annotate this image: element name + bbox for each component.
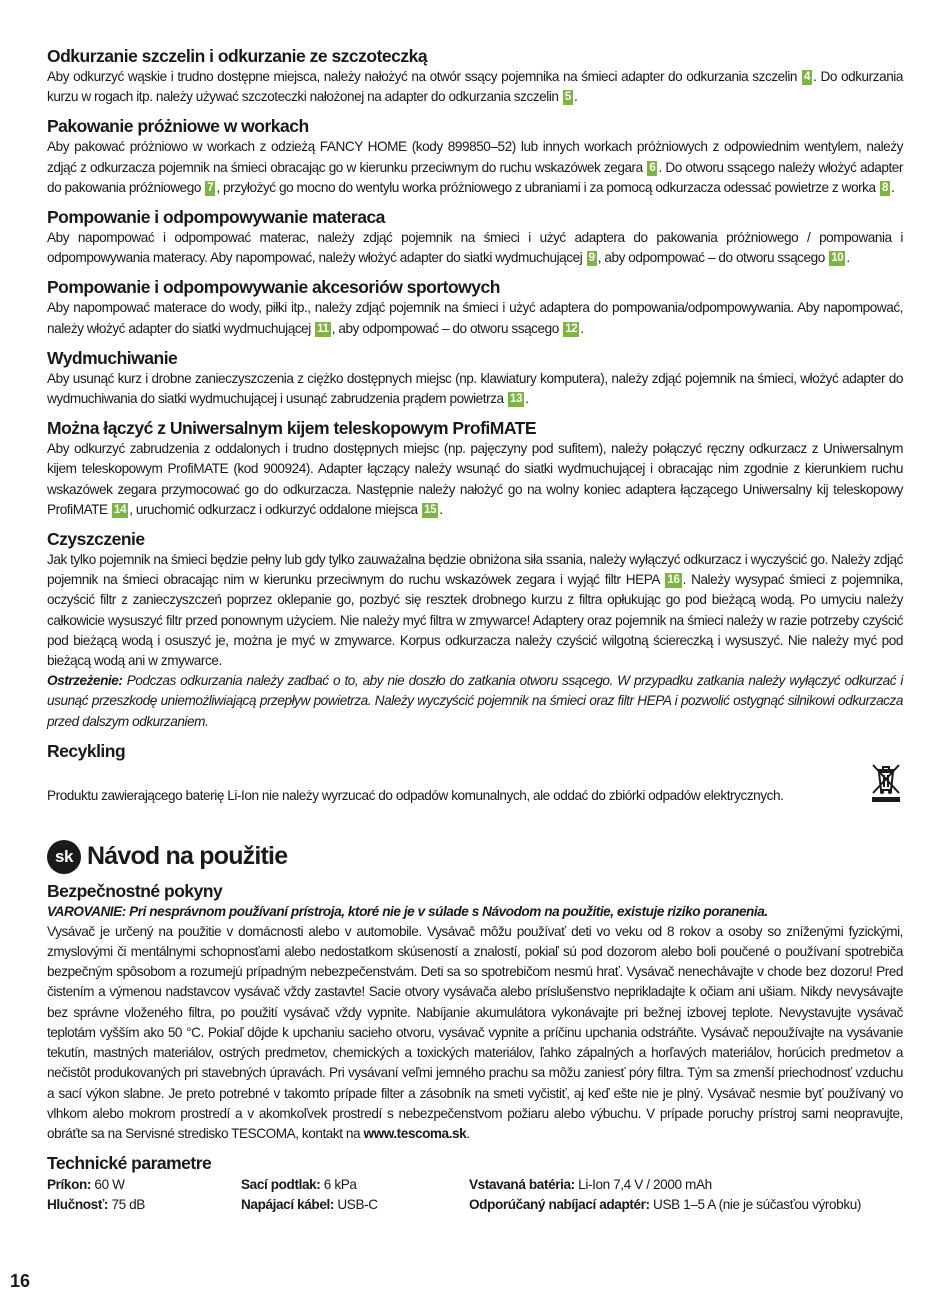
figure-ref-badge: 7: [207, 181, 214, 194]
section-text: Aby pakować próżniowo w workach z odzieżą FANCY HOME (kody 899850–52) lub innych workach próżniowych z odpowiednim wentylem, należy zdjąć z odkurzacza pojemnik na śmieci obracając go w kierunku przeciwnym do ruchu wskazówek zegara 6 . Do otworu ssącego należy włożyć adapter do pakowania próżniowego 7 , przyłożyć go mocno do wentylu worka próżniowego z ubraniami i za pomocą odkurzacza odessać powietrze z worka 8 .: [47, 139, 903, 195]
section-title: Pompowanie i odpompowywanie materaca: [47, 207, 385, 228]
section-vacuum-packing: [47, 115, 903, 198]
section-title: Technické parametre: [47, 1153, 212, 1174]
warning-statement: VAROVANIE: Pri nesprávnom používaní prístroja, ktoré nie je v súlade s Návodom na použitie, existuje riziko poranenia.: [47, 903, 768, 919]
figure-ref-badge: 5: [564, 91, 571, 104]
section-title: Wydmuchiwanie: [47, 347, 178, 368]
param-cable: Napájací kábel: USB-C: [241, 1197, 378, 1213]
language-title: Návod na použitie: [87, 842, 288, 871]
section-blowing: [47, 347, 903, 409]
figure-ref-badge: 10: [831, 252, 844, 265]
section-crevice-cleaning: [47, 45, 903, 107]
section-profimate: [47, 417, 903, 520]
section-text: Jak tylko pojemnik na śmieci będzie pełny lub gdy tylko zauważalna będzie obniżona siła ssania, należy wyłączyć odkurzacz i wyczyścić go. Należy zdjąć pojemnik na śmieci obracając nim w kierunku przeciwnym do ruchu wskazówek zegara i wyjąć filtr HEPA 16 . Należy wysypać śmieci z pojemnika, oczyścić filtr z zanieczyszczeń poprzez oklepanie go, pozbyć się resztek drobnego kurzu z filtra opłukując go pod bieżącą wodą. Po umyciu należy całkowicie wysuszyć filtr przed ponownym użyciem. Nie należy myć filtra w zmywarce! Adaptery oraz pojemnik na śmieci należy w razie potrzeby czyścić pod bieżącą wodą i osuszyć je, można je myć w zmywarce. Korpus odkurzacza należy czyścić wilgotną ściereczką i wysuszyć. Nie należy myć pod bieżącą wodą ani w zmywarce. Ostrzeżenie: Podczas odkurzania należy zadbać o to, aby nie doszło do zatkania otworu ssącego. W przypadku zatkania należy wyłączyć odkurzać i usunąć przeszkodę uniemożliwiającą przepływ powietrza. Należy wyczyścić pojemnik na śmieci oraz filtr HEPA i pozwolić ostygnąć silnikowi odkurzacza przed dalszym odkurzaniem.: [47, 552, 903, 729]
figure-ref-badge: 14: [113, 503, 127, 516]
section-title: Odkurzanie szczelin i odkurzanie ze szczoteczką: [47, 46, 428, 66]
param-adapter: Odporúčaný nabíjací adaptér: USB 1–5 A (nie je súčasťou výrobku): [469, 1197, 862, 1213]
section-text: Produktu zawierającego baterię Li-Ion nie należy wyrzucać do odpadów komunalnych, ale oddać do zbiórki odpadów elektrycznych.: [47, 787, 784, 803]
figure-ref-badge: 8: [881, 181, 889, 194]
warning-text: Podczas odkurzania należy zadbać o to, aby nie doszło do zatkania otworu ssącego. W przypadku zatkania należy wyłączyć odkurzać i usunąć przeszkodę uniemożliwiającą przepływ powietrza. Należy wyczyścić pojemnik na śmieci oraz filtr HEPA i pozwolić ostygnąć silnikowi odkurzacza przed dalszym odkurzaniem.: [47, 673, 903, 729]
section-recycling: [47, 740, 903, 806]
section-tech-params: [47, 1152, 903, 1215]
section-title: Pompowanie i odpompowywanie akcesoriów sportowych: [47, 277, 500, 298]
section-title: Czyszczenie: [47, 529, 145, 550]
figure-ref-badge: 6: [649, 161, 656, 174]
section-title: Pakowanie próżniowe w workach: [47, 116, 309, 137]
section-cleaning: [47, 528, 903, 732]
section-title: Można łączyć z Uniwersalnym kijem teleskopowym ProfiMATE: [47, 418, 537, 439]
crossed-bin-icon: [869, 762, 903, 804]
section-text: Aby odkurzyć zabrudzenia z oddalonych i trudno dostępnych miejsc (np. pajęczyny pod sufitem), należy połączyć ręczny odkurzacz z Uniwersalnym kijem teleskopowym ProfiMATE (kod 900924). Adapter łączący należy wsunąć do siatki wydmuchującej i obracając nim zgodnie z kierunkiem ruchu wskazówek zegara przymocować go do odkurzacza. Następnie należy nałożyć go na wolny koniec adaptera łączącego Uniwersalny kij teleskopowy ProfiMATE 14 , uruchomić odkurzacz i odkurzyć oddalone miejsca 15 .: [47, 441, 903, 517]
param-power: Príkon: 60 W: [47, 1177, 125, 1193]
section-text: Aby napompować materace do wody, piłki itp., należy zdjąć pojemnik na śmieci i użyć adaptera do pompowania/odpompowywania. Aby napompować, należy włożyć adapter do siatki wydmuchującej 11 , aby odpompować – do otworu ssącego 12 .: [47, 300, 903, 336]
section-sport-accessories: [47, 276, 903, 338]
section-text: Aby napompować i odpompować materac, należy zdjąć pojemnik na śmieci i użyć adaptera do pakowania próżniowego / pompowania i odpompowywania materacy. Aby napompować, należy włożyć adapter do siatki wydmuchującej 9 , aby odpompować – do otworu ssącego 10 .: [47, 230, 903, 266]
figure-ref-badge: 9: [588, 252, 595, 265]
figure-ref-badge: 12: [565, 322, 578, 335]
param-suction: Sací podtlak: 6 kPa: [241, 1177, 357, 1193]
figure-ref-badge: 11: [317, 322, 329, 335]
figure-ref-badge: 13: [509, 393, 523, 406]
section-title: Bezpečnostné pokyny: [47, 880, 223, 901]
website-link: www.tescoma.sk: [363, 1125, 467, 1141]
warning-label: Ostrzeżenie:: [47, 673, 123, 689]
section-text: Aby odkurzyć wąskie i trudno dostępne miejsca, należy nałożyć na otwór ssący pojemnika na śmieci adapter do odkurzania szczelin 4 . Do odkurzania kurzu w rogach itp. należy używać szczoteczki nałożonej na adapter do odkurzania szczelin 5 .: [47, 69, 903, 105]
section-title: Recykling: [47, 740, 126, 761]
language-heading: [47, 840, 903, 874]
section-text: Vysávač je určený na použitie v domácnosti alebo v automobile. Vysávač môžu používať deti vo veku od 8 rokov a osoby so zníženými fyzickými, zmyslovými či mentálnymi schopnosťami alebo nedostatkom skúseností a znalostí, pokiaľ sú pod dozorom alebo boli poučené o používaní spotrebiča bezpečným spôsobom a rozumejú prípadným nebezpečenstvám. Deti sa so spotrebičom nesmú hrať. Vysávač nenechávajte v chode bez dozoru! Pred čistením a výmenou nadstavcov vysávač vždy zastavte! Sacie otvory vysávača alebo príslušenstvo neprikladajte k očiam ani ušiam. Nikdy nevysávajte bez správne vloženého filtra, po použití vysávač vždy vypnite. Nabíjanie akumulátora vykonávajte pri bežnej izbovej teplote. Nevystavujte vysávač teplotám vyšším ako 50 °C. Pokiaľ dôjde k upchaniu sacieho otvoru, vysávač vypnite a príčinu upchania odstráňte. Vysávač nepoužívajte na vysávanie tekutín, mastných materiálov, ostrých predmetov, chemických a toxických materiálov, ľahko zápalných a horľavých materiálov, horúcich predmetov a nečistôt produkovaných pri stavebných úpravách. Pri vysávaní veľmi jemného prachu sa môžu zaniesť póry filtra. Tým sa zmenší priechodnosť vzduchu a sací výkon slabne. Je preto potrebné v takomto prípade filter a zásobník na smeti vyčistiť, aj keď ešte nie je plný. Vysávač nesmie byť používaný vo vlhkom alebo mokrom prostredí a v akomkoľvek prostredí s nebezpečenstvom požiaru alebo výbuchu. V prípade poruchy prístroj sami neopravujte, obráťte sa na Servisné stredisko TESCOMA, kontakt na www.tescoma.sk.: [47, 923, 903, 1141]
figure-ref-badge: 15: [424, 503, 437, 516]
section-text: Aby usunąć kurz i drobne zanieczyszczenia z ciężko dostępnych miejsc (np. klawiatury komputera), należy zdjąć pojemnik na śmieci, włożyć adapter do wydmuchiwania do siatki wydmuchującej i usunąć zabrudzenia prądem powietrza 13 .: [47, 370, 903, 407]
recycling-row: [47, 762, 903, 806]
manual-page: [47, 45, 903, 1215]
params-grid: [47, 1175, 903, 1215]
param-noise: Hlučnosť: 75 dB: [47, 1197, 145, 1213]
language-badge: sk: [47, 840, 81, 874]
section-safety: [47, 880, 903, 1144]
page-number: 16: [10, 1271, 31, 1291]
param-battery: Vstavaná batéria: Li-Ion 7,4 V / 2000 mAh: [469, 1177, 712, 1193]
section-mattress-pumping: [47, 206, 903, 268]
figure-ref-badge: 4: [804, 71, 811, 83]
figure-ref-badge: 16: [667, 574, 680, 587]
